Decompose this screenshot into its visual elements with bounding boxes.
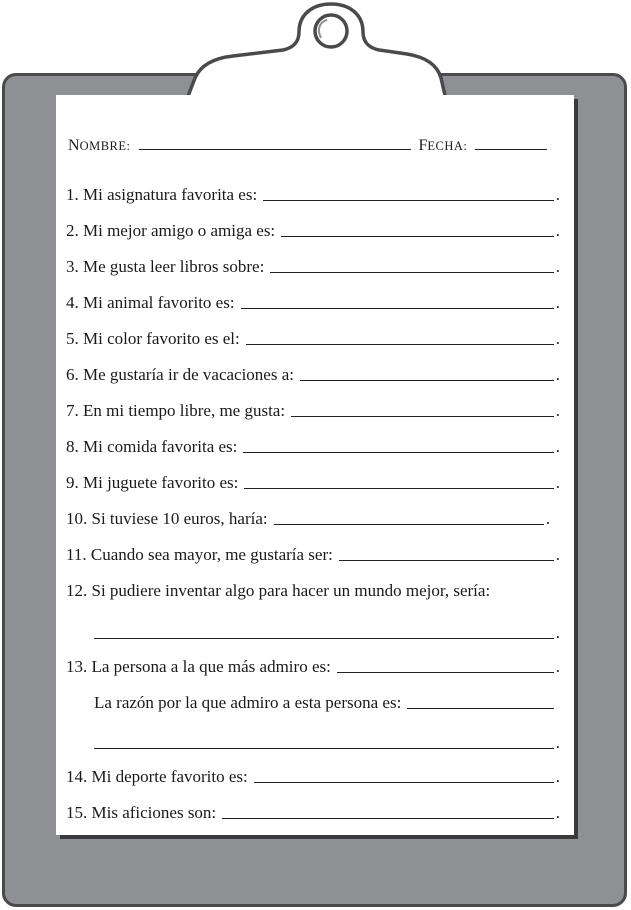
question-row: 9. Mi juguete favorito es: . bbox=[66, 473, 560, 492]
question-row: 10. Si tuviese 10 euros, haría: . bbox=[66, 509, 550, 528]
question-row: La razón por la que admiro a esta persona es: bbox=[94, 689, 556, 713]
answer-line[interactable] bbox=[94, 747, 554, 749]
answer-line[interactable] bbox=[94, 637, 554, 639]
answer-line[interactable] bbox=[246, 343, 554, 345]
answer-line[interactable] bbox=[222, 817, 554, 819]
question-row: 8. Mi comida favorita es: . bbox=[66, 437, 560, 456]
date-field[interactable] bbox=[475, 149, 547, 150]
name-field[interactable] bbox=[139, 149, 411, 150]
question-row: 2. Mi mejor amigo o amiga es: . bbox=[66, 221, 560, 240]
question-row: . bbox=[94, 729, 560, 753]
question-row: 5. Mi color favorito es el: . bbox=[66, 329, 560, 348]
answer-line[interactable] bbox=[300, 379, 554, 381]
question-row: 1. Mi asignatura favorita es: . bbox=[66, 185, 560, 204]
answer-line[interactable] bbox=[241, 307, 554, 309]
question-row: 7. En mi tiempo libre, me gusta: . bbox=[66, 401, 560, 420]
answer-line[interactable] bbox=[337, 671, 554, 673]
answer-line[interactable] bbox=[281, 235, 554, 237]
date-label: FECHA: bbox=[418, 137, 468, 154]
answer-line[interactable] bbox=[244, 487, 553, 489]
header-row bbox=[68, 137, 568, 155]
question-row: . bbox=[94, 619, 560, 643]
question-row: 15. Mis aficiones son: . bbox=[66, 803, 560, 822]
answer-line[interactable] bbox=[263, 199, 554, 201]
answer-line[interactable] bbox=[274, 523, 544, 525]
answer-line[interactable] bbox=[291, 415, 554, 417]
question-row: 14. Mi deporte favorito es: . bbox=[66, 767, 560, 786]
worksheet-paper bbox=[56, 95, 574, 835]
question-row: 11. Cuando sea mayor, me gustaría ser: . bbox=[66, 545, 560, 564]
answer-line[interactable] bbox=[254, 781, 554, 783]
answer-line[interactable] bbox=[243, 451, 553, 453]
question-row: 4. Mi animal favorito es: . bbox=[66, 293, 560, 312]
name-label: NOMBRE: bbox=[68, 137, 131, 154]
question-row: 3. Me gusta leer libros sobre: . bbox=[66, 257, 560, 276]
answer-line[interactable] bbox=[270, 271, 553, 273]
answer-line[interactable] bbox=[407, 707, 554, 709]
answer-line[interactable] bbox=[339, 559, 554, 561]
question-row: 13. La persona a la que más admiro es: . bbox=[66, 657, 560, 676]
question-row: 12. Si pudiere inventar algo para hacer un mundo mejor, sería: bbox=[66, 581, 491, 600]
question-row: 6. Me gustaría ir de vacaciones a: . bbox=[66, 365, 560, 384]
